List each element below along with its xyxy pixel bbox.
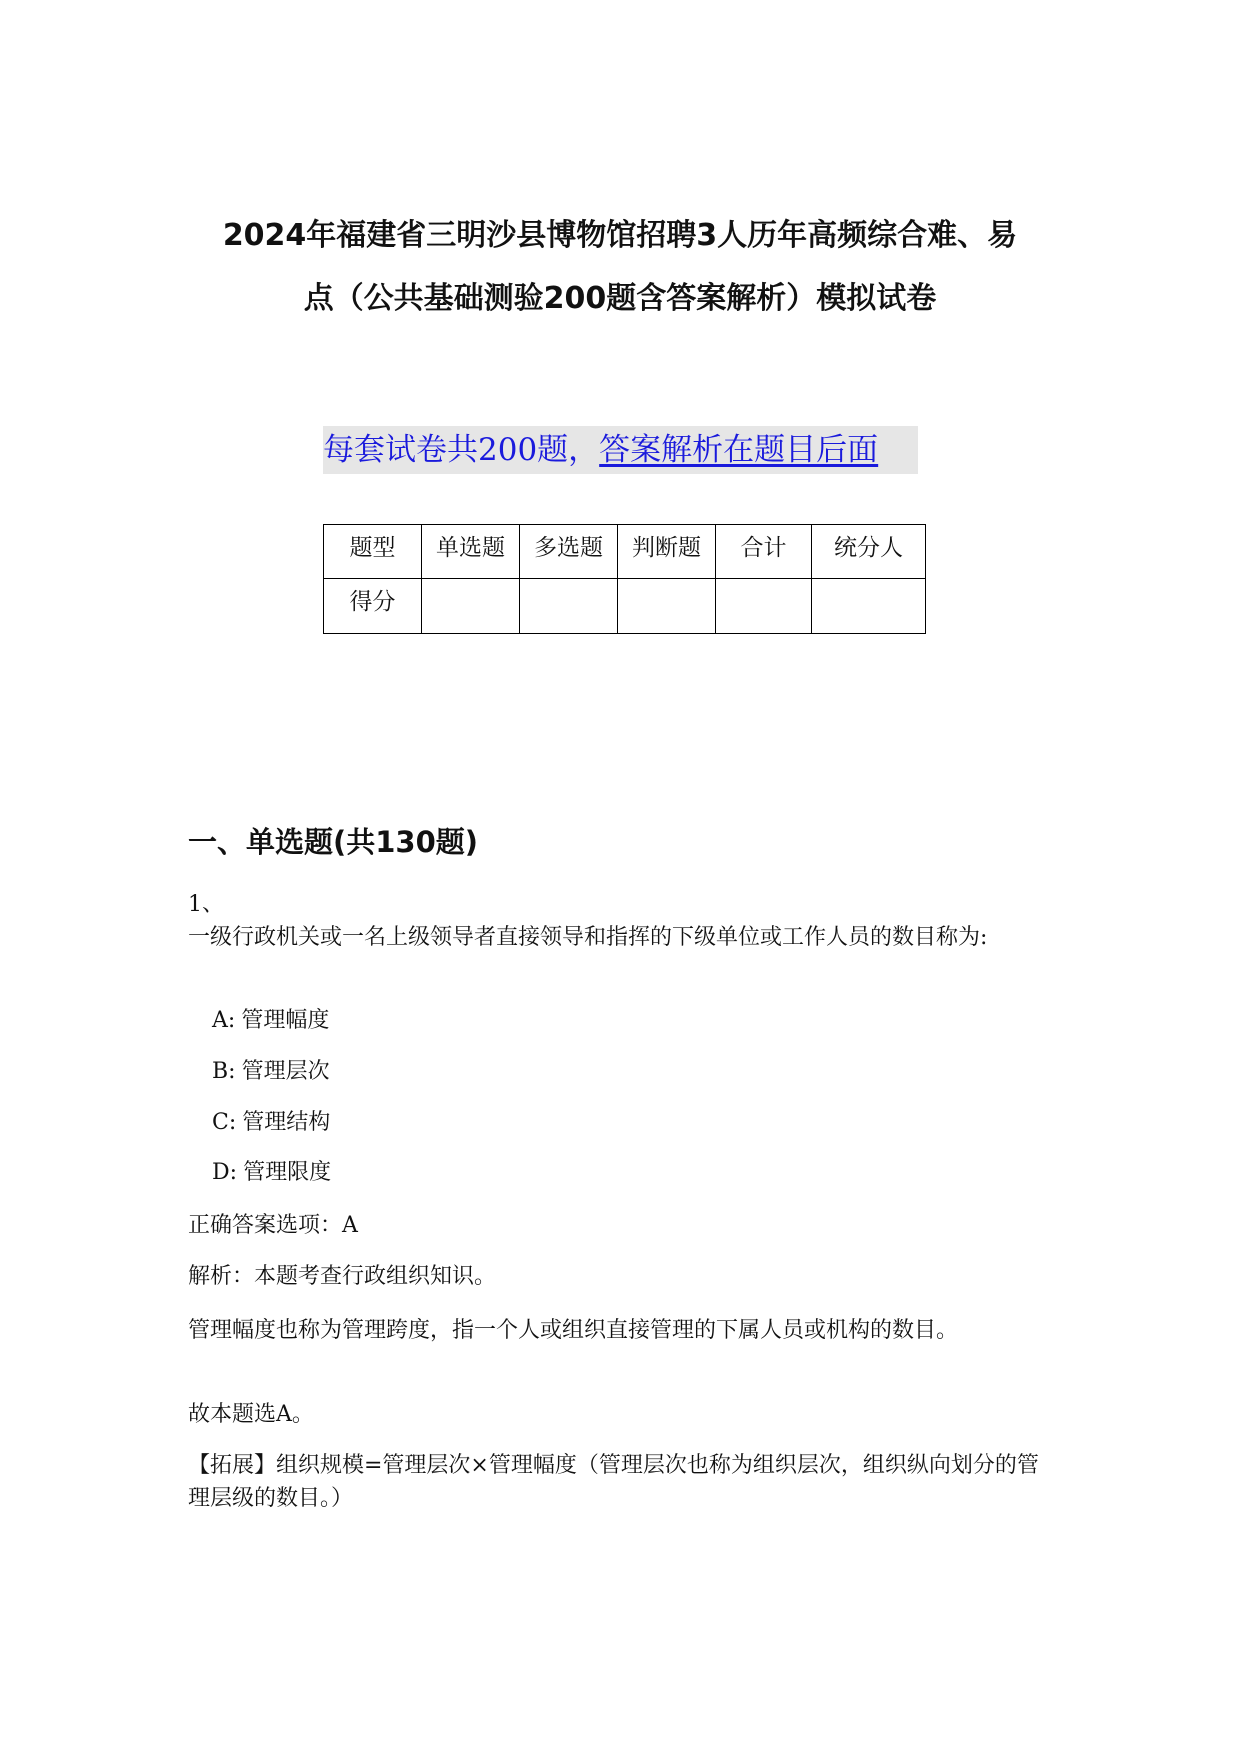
- option-text: 管理结构: [242, 1110, 331, 1135]
- notice-text: 每套试卷共200题，: [323, 432, 600, 468]
- score-cell[interactable]: [422, 579, 520, 634]
- score-cell[interactable]: [812, 579, 926, 634]
- question-number: 1、: [188, 892, 224, 917]
- option-a[interactable]: [212, 1004, 329, 1037]
- score-table-score-row: [324, 579, 926, 634]
- option-text: 管理幅度: [241, 1008, 330, 1033]
- option-letter: A:: [212, 1008, 236, 1033]
- notice-banner: [323, 426, 918, 474]
- extension-note: 【拓展】组织规模=管理层次×管理幅度（管理层次也称为组织层次，组织纵向划分的管理层级的数目。）: [188, 1453, 1039, 1511]
- option-letter: D:: [212, 1160, 238, 1185]
- score-table-header-cell: 单选题: [422, 525, 520, 579]
- section-heading: 一、单选题(共130题): [188, 825, 479, 859]
- score-table-header-cell: 判断题: [618, 525, 716, 579]
- option-text: 管理限度: [243, 1160, 332, 1185]
- score-cell[interactable]: [716, 579, 812, 634]
- option-letter: C:: [212, 1110, 237, 1135]
- score-table-header-cell: 合计: [716, 525, 812, 579]
- score-table-header-cell: 题型: [324, 525, 422, 579]
- score-table-header-cell: 统分人: [812, 525, 926, 579]
- option-b[interactable]: [212, 1055, 330, 1088]
- option-text: 管理层次: [241, 1059, 330, 1084]
- score-row-label: 得分: [324, 579, 422, 634]
- question-stem: 一级行政机关或一名上级领导者直接领导和指挥的下级单位或工作人员的数目称为:: [188, 925, 988, 950]
- score-table-header-cell: 多选题: [520, 525, 618, 579]
- score-table: [323, 524, 926, 634]
- option-c[interactable]: [212, 1106, 330, 1139]
- option-letter: B:: [212, 1059, 236, 1084]
- analysis-intro: 解析：本题考查行政组织知识。: [188, 1264, 497, 1289]
- notice-link[interactable]: 答案解析在题目后面: [599, 432, 879, 468]
- score-cell[interactable]: [520, 579, 618, 634]
- score-table-header-row: [324, 525, 926, 579]
- document-title-line-1: 2024年福建省三明沙县博物馆招聘3人历年高频综合难、易: [222, 218, 1018, 253]
- document-title-line-2: 点（公共基础测验200题含答案解析）模拟试卷: [303, 281, 937, 316]
- conclusion: 故本题选A。: [188, 1402, 314, 1427]
- score-cell[interactable]: [618, 579, 716, 634]
- correct-answer: 正确答案选项：A: [188, 1213, 358, 1238]
- option-d[interactable]: [212, 1156, 331, 1189]
- analysis-body: 管理幅度也称为管理跨度，指一个人或组织直接管理的下属人员或机构的数目。: [188, 1318, 959, 1343]
